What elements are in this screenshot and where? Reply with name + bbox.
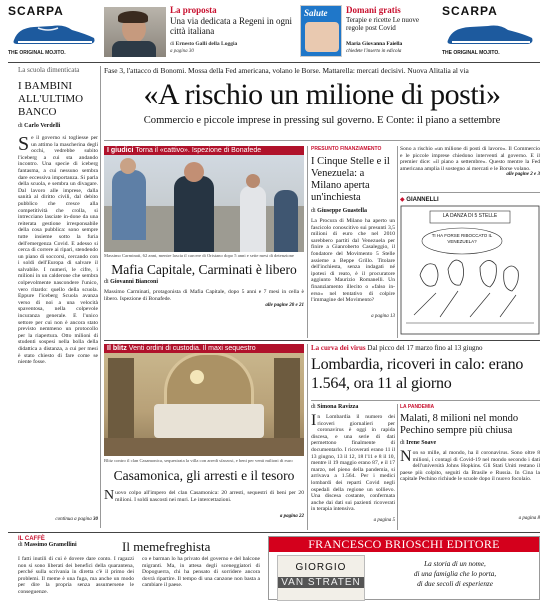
continue-page: 30: [93, 517, 98, 522]
editorial-kicker: La scuola dimenticata: [18, 66, 80, 74]
promo-salute-note: chiedete l'inserto in edicola: [346, 49, 402, 54]
byline-author: Simona Ravizza: [317, 404, 359, 410]
regeni-photo: [104, 7, 166, 57]
m5s-byline: [311, 208, 395, 214]
blitz-bar: [104, 344, 304, 353]
carminati-story[interactable]: [104, 146, 304, 336]
m5s-story[interactable]: [311, 146, 395, 338]
continue-text: continua a pagina: [55, 517, 92, 522]
ad-left-tagline: THE ORIGINAL MOJITO.: [8, 50, 66, 56]
giannelli-cartoon[interactable]: [400, 196, 540, 336]
promo-regeni-byline: [170, 41, 237, 47]
editorial-title: I BAMBINI ALL'ULTIMO BANCO: [18, 80, 84, 118]
pandemia-title: Malati, 8 milioni nel mondo Pechino sempre più chiusa: [400, 413, 519, 436]
caffe-body-2: co e barman lo ha privato del governo e del balcone migranti. Ma, in attesa degli sceneggiatori di Dopoguerra, chi ha pensato di sorridere ancora dovrà ripartire. Il tempo di una canzone non basta a cambiare il paese.: [142, 556, 260, 589]
curva-text: n Lombardia il numero dei ricoveri giornalieri per coronavirus è oggi in rapida discesa, e una serie di dati permettono finalmente di documentarlo. I ricoverati erano 11 il 13 giugno, 13 il 12, 18 l'11 e 8 il 10, mentre il 19 maggio erano 87, e il 17 marzo, nel pieno della pandemia, si arrivava a 1.564. Per i medici lombardi dei reparti Covid negli ospedali della regione un sollievo. Una discesa costante, confermata anche dai dati sui pazienti ricoverati in terapia intensiva.: [311, 414, 395, 513]
book-cover: [277, 555, 365, 601]
cartoon-bubble: TI HA FORSE RIBOCCATO IL VENEZUELA?: [431, 233, 493, 244]
pandemia-story[interactable]: [400, 404, 540, 530]
giannelli-label: GIANNELLI: [406, 197, 439, 203]
book-author-2: VAN STRATEN: [278, 577, 364, 588]
carminati-byline: [104, 279, 158, 285]
main-summary: [400, 146, 540, 177]
pandemia-page: a pagina 8: [518, 516, 540, 521]
ad-left-brand: SCARPA: [8, 4, 64, 18]
main-subhead: Commercio e piccole imprese in pressing sul governo. E Conte: il piano a settembre: [143, 115, 501, 126]
casamonica-caption: Blitz contro il clan Casamonica, sequestrata la villa con arredi sfarzosi, e beni per venti milioni di euro: [104, 458, 293, 463]
caffe-title: Il memefreghista: [122, 539, 211, 554]
dropcap: I: [311, 414, 317, 429]
caffe-column[interactable]: [18, 536, 260, 600]
ad-line-1: La storia di un nome,: [424, 560, 486, 568]
casamonica-title: Casamonica, gli arresti e il tesoro: [113, 468, 295, 483]
m5s-kicker: PRESUNTO FINANZIAMENTO: [311, 146, 382, 152]
curva-headline: Lombardia, ricoveri in calo: erano 1.564, ora 11 al giorno: [311, 356, 524, 392]
main-headline[interactable]: «A rischio un milione di posti»: [143, 78, 501, 111]
promo-salute-kicker: Domani gratis: [346, 5, 401, 15]
curva-byline: [311, 404, 395, 410]
dropcap: N: [104, 488, 115, 503]
ad-line-2: di una famiglia che lo porta,: [413, 570, 497, 578]
publisher-bar: FRANCESCO BRIOSCHI EDITORE: [269, 537, 539, 552]
diamond-icon: ◆: [400, 197, 405, 203]
carminati-photo: [104, 146, 304, 252]
byline-author: Ernesto Galli della Loggia: [175, 41, 238, 47]
ad-line-3: di due secoli di esperienze: [417, 580, 493, 588]
cartoon-drawing: [400, 205, 540, 335]
pandemia-kicker: LA PANDEMIA: [400, 404, 435, 410]
ad-right-brand: SCARPA: [442, 4, 498, 18]
promo-regeni-page: a pagina 30: [170, 49, 194, 54]
ad-right[interactable]: [442, 4, 540, 60]
m5s-page: a pagina 13: [371, 314, 395, 319]
curva-page: a pagina 5: [373, 518, 395, 523]
salute-magazine-cover: [300, 5, 342, 57]
editorial-column: [18, 66, 98, 528]
curva-body: [311, 414, 395, 518]
main-summary-pages: alle pagine 2 e 3: [506, 172, 540, 178]
curva-kicker: La curva dei virus: [311, 344, 366, 352]
blitz-label: Il blitz: [107, 345, 127, 352]
promo-regeni-title: Una via dedicata a Regeni in ogni città italiana: [170, 16, 292, 36]
giannelli-header: [400, 196, 540, 203]
shoe-image: [442, 18, 540, 48]
main-summary-text: Sono a rischio «un milione di posti di lavoro». Il Commercio e le piccole imprese chiedono interventi al governo. E il premier dice: «il piano a settembre». Questo mentre la Fed americana amplia il sostegno ai mercati e le Borse volano.: [400, 146, 540, 172]
promo-salute-author: Maria Giovanna Faiella: [346, 41, 403, 47]
promo-regeni-kicker: La proposta: [170, 5, 217, 15]
curva-lead: Dal picco del 17 marzo fino al 13 giugno: [367, 344, 483, 352]
byline-prefix: di: [18, 542, 23, 548]
byline-prefix: di: [170, 41, 175, 47]
byline-prefix: di: [311, 208, 316, 214]
carminati-caption: Massimo Carminati, 62 anni, mentre lascia il carcere di Oristano dopo 5 anni e sette mesi di detenzione: [104, 253, 294, 258]
book-author: GIORGIO: [295, 562, 347, 573]
promo-salute[interactable]: [300, 5, 432, 59]
dropcap: S: [18, 135, 30, 155]
promo-salute-title: Terapie e ricette Le nuove regole post Covid: [346, 16, 419, 32]
pandemia-text: on so mille, al mondo, ha il coronavirus. Sono oltre 8 milioni, i contagi di Covid-19 nel mondo secondo i dati dell'università Johns Hopkins. Gli Stati Uniti restano il paese più colpito, seguiti da Brasile e Russia. In Cina la capitale Pechino richiude le scuole dopo il nuovo focolaio.: [400, 450, 540, 483]
promo-regeni[interactable]: [104, 5, 296, 59]
ad-tagline: [373, 559, 537, 589]
casamonica-text: uovo colpo all'impero del clan Casamonica: 20 arresti, sequestri di beni per 20 milioni. I soldi nascosti nei muri. Le intercettazioni.: [115, 490, 304, 503]
main-overline: Fase 3, l'attacco di Bonomi. Mossa della Fed americana, volano le Borse. Mattarella: mercati decisivi. Nuova Alitalia al via: [104, 66, 469, 75]
curva-overline: [311, 344, 540, 352]
giudici-label: I giudici: [107, 147, 134, 154]
salute-mag-title: Salute: [304, 8, 328, 18]
shoe-image: [8, 18, 100, 48]
lombardia-text: [311, 404, 395, 530]
pandemia-byline: [400, 440, 540, 446]
byline-prefix: di: [104, 279, 109, 285]
byline-prefix: di: [18, 123, 23, 129]
byline-prefix: di: [311, 404, 316, 410]
dropcap: N: [400, 450, 412, 465]
ad-left[interactable]: [8, 4, 100, 60]
editorial-byline: [18, 123, 98, 129]
byline-author: Irene Soave: [406, 440, 437, 446]
carminati-pages: alle pagine 20 e 21: [265, 303, 304, 308]
byline-prefix: di: [400, 440, 405, 446]
m5s-body: La Procura di Milano ha aperto un fascicolo conoscitivo sui presunti 3,5 milioni di euro che nel 2010 sarebbero partiti dal Venezuela per finire a Gianroberto Casaleggio, il fondatore del Movimento 5 Stelle assieme a Beppe Grillo. Titolare dell'inchiesta, senza indagati né ipotesi di reato, è il procuratore aggiunto Maurizio Romanelli. Un finanziamento illecito o «falso in-erso» nel tentativo di colpire l'immagine del Movimento?: [311, 218, 395, 304]
byline-author: Giuseppe Guastella: [317, 208, 368, 214]
lombardia-story[interactable]: [311, 344, 540, 400]
carminati-title: Mafia Capitale, Carminati è libero: [111, 262, 297, 277]
byline-author: Giovanni Bianconi: [110, 279, 159, 285]
editorial-continue[interactable]: [18, 517, 98, 522]
byline-author: Carlo Verdelli: [24, 123, 61, 129]
m5s-title: I Cinque Stelle e il Venezuela: a Milano aperta un'inchiesta: [311, 156, 390, 203]
casamonica-photo: [104, 344, 304, 456]
carminati-body: Massimo Carminati, protagonista di Mafia Capitale, dopo 5 anni e 7 mesi in cella è libero. Ispezione di Bonafede.: [104, 289, 304, 302]
casamonica-body: [104, 490, 304, 503]
caffe-body-1: I fatti inutili di cui è dovere dare conto. I ragazzi non si sono liberati dei benefici della quarantena, perché sulla scrivania in diretta c'è il primo dei problemi. Il meme è una fuga, ma anche un modo per dire la propria senza assumersene le conseguenze.: [18, 556, 134, 595]
editorial-body: [18, 135, 98, 517]
cartoon-banner: LA DANZA DI 5 STELLE: [442, 213, 498, 219]
casamonica-story[interactable]: [104, 344, 304, 530]
casamonica-page: a pagina 22: [279, 514, 304, 519]
caffe-kicker: IL CAFFÈ: [18, 536, 45, 542]
pandemia-body: [400, 450, 540, 516]
brioschi-ad[interactable]: [268, 536, 540, 600]
byline-author: Massimo Gramellini: [24, 542, 77, 548]
blitz-bar-text: Venti ordini di custodia. Il maxi sequestro: [128, 345, 256, 352]
editorial-text: e il governo si togliesse per un attimo la mascherina degli occhi, vedrebbe subito l'iceberg a cui sta andando incontro. Una specie di iceberg fantasma, a cui nessuno sembra dare eccessiva importanza. Si parla della scuola, e sembra un divagare. Dal lavoro alle imprese, dalla sanità al diritto civili, dal debito pubblico che cresce alla competitività che crolla, si intrecciano lasciate in-done da una reiterata gestione irresponsabile della cosa pubblica: sono sempre tutte insieme sotto la furia dell'emergenza Covid. E adesso si cerca di correre ai ripari, stendendo un piano di soccorsi, cercando con i soldi dell'Europa di salvare il salvabile. I numeri, le cifre, i milioni in un calderone che sembra colpevolmente nascondere l'unico, vero ritardo: quello della scuola. Eppure l'iceberg Scuola avanza verso di noi a una velocità spaventosa, nella colpevole incuranza generale. E l'unico settore per cui non è ancora stato previsto nemmeno un protocollo per la riapertura. Otto milioni di studenti sospesi nella bolla della didattica a distanza, a cui per mesi è stato chiesto di fare come se niente fosse.: [18, 135, 98, 366]
giudici-bar-text: Torna il «cattivo». Ispezione di Bonafede: [135, 147, 262, 154]
giudici-bar: [104, 146, 304, 155]
ad-right-tagline: THE ORIGINAL MOJITO.: [442, 50, 500, 56]
